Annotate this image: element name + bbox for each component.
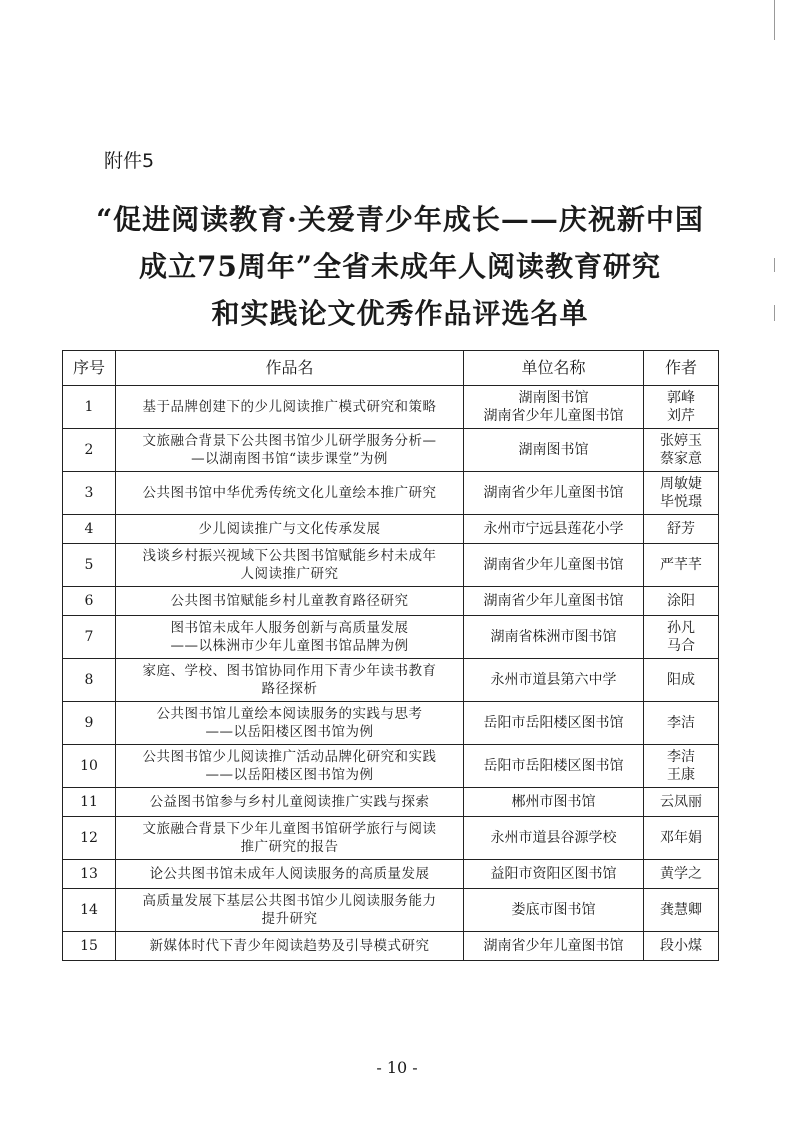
cell-author: 舒芳 <box>644 515 719 544</box>
cell-author: 阳成 <box>644 659 719 702</box>
cell-unit: 岳阳市岳阳楼区图书馆 <box>464 702 644 745</box>
page-number: - 10 - <box>376 1058 418 1077</box>
table-row <box>63 472 719 515</box>
cell-unit: 永州市道县第六中学 <box>464 659 644 702</box>
cell-number: 3 <box>63 472 116 515</box>
cell-work: 公共图书馆少儿阅读推广活动品牌化研究和实践 ——以岳阳楼区图书馆为例 <box>116 745 464 788</box>
cell-author: 李洁 <box>644 702 719 745</box>
scan-edge-line <box>774 305 775 321</box>
cell-number: 12 <box>63 817 116 860</box>
cell-work: 少儿阅读推广与文化传承发展 <box>116 515 464 544</box>
cell-work: 新媒体时代下青少年阅读趋势及引导模式研究 <box>116 932 464 961</box>
cell-unit: 湖南省少年儿童图书馆 <box>464 544 644 587</box>
cell-author: 段小煤 <box>644 932 719 961</box>
table-row <box>63 932 719 961</box>
cell-number: 2 <box>63 429 116 472</box>
table-row <box>63 788 719 817</box>
table-row <box>63 587 719 616</box>
cell-unit: 益阳市资阳区图书馆 <box>464 860 644 889</box>
cell-unit: 湖南省少年儿童图书馆 <box>464 472 644 515</box>
header-unit: 单位名称 <box>464 351 644 386</box>
title-line-3: 和实践论文优秀作品评选名单 <box>211 297 589 330</box>
scan-edge-line <box>774 258 775 272</box>
table-row <box>63 544 719 587</box>
table-header-row <box>63 351 719 386</box>
cell-work: 文旅融合背景下少年儿童图书馆研学旅行与阅读 推广研究的报告 <box>116 817 464 860</box>
cell-work: 高质量发展下基层公共图书馆少儿阅读服务能力 提升研究 <box>116 889 464 932</box>
cell-number: 1 <box>63 386 116 429</box>
cell-number: 7 <box>63 616 116 659</box>
table-row <box>63 702 719 745</box>
cell-number: 11 <box>63 788 116 817</box>
table-row <box>63 860 719 889</box>
table-row <box>63 386 719 429</box>
cell-author: 黄学之 <box>644 860 719 889</box>
cell-author: 严芊芊 <box>644 544 719 587</box>
cell-author: 孙凡 马合 <box>644 616 719 659</box>
table-row <box>63 889 719 932</box>
cell-number: 4 <box>63 515 116 544</box>
cell-work: 文旅融合背景下公共图书馆少儿研学服务分析— —以湖南图书馆“读步课堂”为例 <box>116 429 464 472</box>
cell-author: 郭峰 刘芹 <box>644 386 719 429</box>
cell-author: 周敏婕 毕悦璟 <box>644 472 719 515</box>
cell-work: 公益图书馆参与乡村儿童阅读推广实践与探索 <box>116 788 464 817</box>
table-row <box>63 429 719 472</box>
cell-number: 13 <box>63 860 116 889</box>
cell-work: 论公共图书馆未成年人阅读服务的高质量发展 <box>116 860 464 889</box>
cell-author: 李洁 王康 <box>644 745 719 788</box>
cell-number: 14 <box>63 889 116 932</box>
cell-work: 公共图书馆中华优秀传统文化儿童绘本推广研究 <box>116 472 464 515</box>
cell-author: 龚慧卿 <box>644 889 719 932</box>
cell-unit: 湖南省少年儿童图书馆 <box>464 932 644 961</box>
cell-author: 邓年娟 <box>644 817 719 860</box>
cell-number: 8 <box>63 659 116 702</box>
cell-number: 5 <box>63 544 116 587</box>
award-list-table <box>62 350 719 961</box>
table-body <box>63 386 719 961</box>
cell-unit: 永州市道县谷源学校 <box>464 817 644 860</box>
cell-number: 6 <box>63 587 116 616</box>
header-work: 作品名 <box>116 351 464 386</box>
table-row <box>63 817 719 860</box>
header-number: 序号 <box>63 351 116 386</box>
cell-work: 家庭、学校、图书馆协同作用下青少年读书教育 路径探析 <box>116 659 464 702</box>
cell-unit: 岳阳市岳阳楼区图书馆 <box>464 745 644 788</box>
table-row <box>63 515 719 544</box>
cell-work: 公共图书馆赋能乡村儿童教育路径研究 <box>116 587 464 616</box>
cell-number: 10 <box>63 745 116 788</box>
cell-number: 15 <box>63 932 116 961</box>
table-row <box>63 659 719 702</box>
cell-author: 张婷玉 蔡家意 <box>644 429 719 472</box>
attachment-label: 附件5 <box>104 150 155 172</box>
cell-unit: 湖南省少年儿童图书馆 <box>464 587 644 616</box>
header-author: 作者 <box>644 351 719 386</box>
cell-author: 涂阳 <box>644 587 719 616</box>
table-row <box>63 616 719 659</box>
cell-work: 图书馆未成年人服务创新与高质量发展 ——以株洲市少年儿童图书馆品牌为例 <box>116 616 464 659</box>
table-row <box>63 745 719 788</box>
cell-unit: 湖南图书馆 <box>464 429 644 472</box>
cell-number: 9 <box>63 702 116 745</box>
cell-unit: 湖南图书馆 湖南省少年儿童图书馆 <box>464 386 644 429</box>
cell-work: 公共图书馆儿童绘本阅读服务的实践与思考 ——以岳阳楼区图书馆为例 <box>116 702 464 745</box>
cell-unit: 湖南省株洲市图书馆 <box>464 616 644 659</box>
cell-unit: 郴州市图书馆 <box>464 788 644 817</box>
scan-edge-line <box>774 0 775 40</box>
cell-unit: 娄底市图书馆 <box>464 889 644 932</box>
cell-author: 云凤丽 <box>644 788 719 817</box>
title-line-2: 成立75周年”全省未成年人阅读教育研究 <box>138 250 662 283</box>
cell-work: 基于品牌创建下的少儿阅读推广模式研究和策略 <box>116 386 464 429</box>
title-line-1: “促进阅读教育·关爱青少年成长——庆祝新中国 <box>96 203 704 236</box>
cell-work: 浅谈乡村振兴视域下公共图书馆赋能乡村未成年 人阅读推广研究 <box>116 544 464 587</box>
cell-unit: 永州市宁远县莲花小学 <box>464 515 644 544</box>
